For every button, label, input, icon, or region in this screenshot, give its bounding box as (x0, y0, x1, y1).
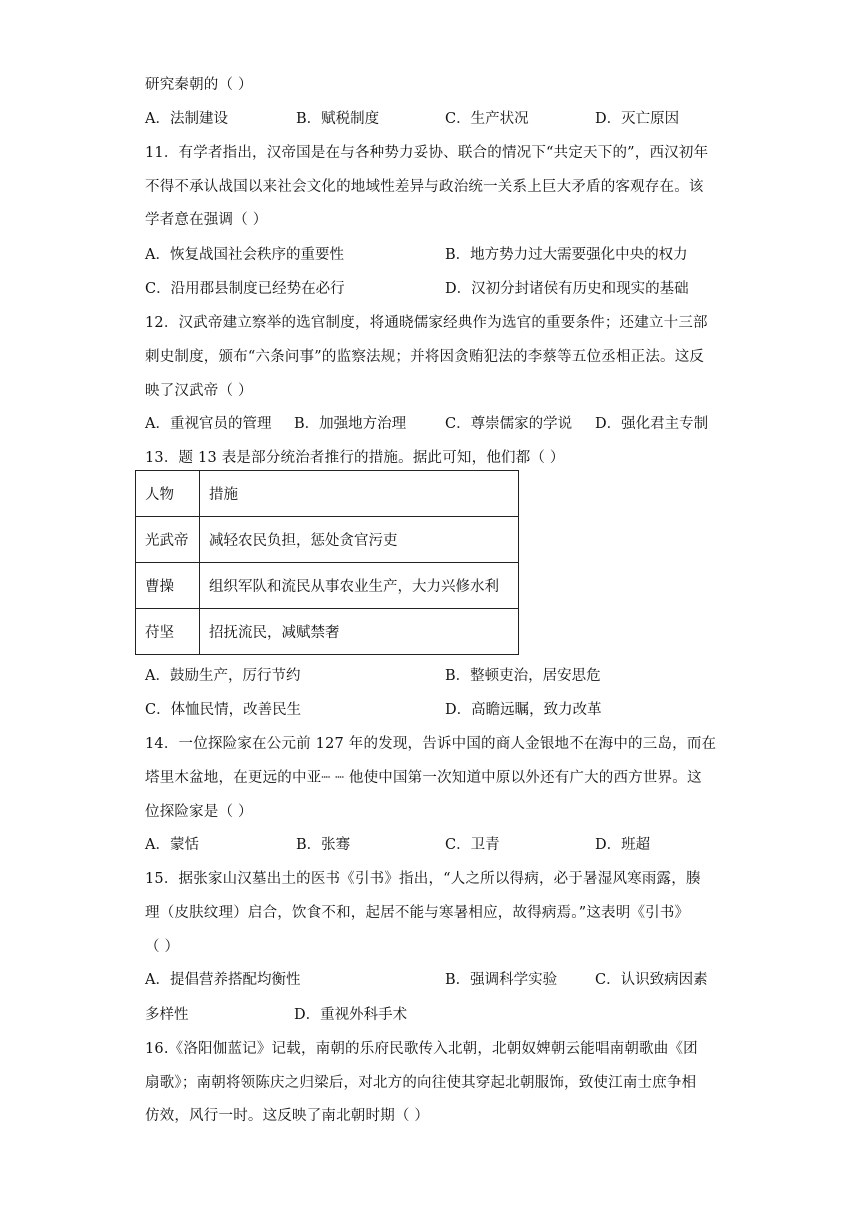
q10-stem-tail: 研究秦朝的（ ） (145, 77, 253, 93)
q12-option-b[interactable]: B．加强地方治理 (294, 416, 407, 432)
q15-stem-line-3: （ ） (145, 939, 180, 955)
table-row (136, 563, 519, 609)
table-row (136, 517, 519, 563)
table-cell: 招抚流民，减赋禁奢 (200, 609, 519, 655)
table-cell: 曹操 (136, 563, 200, 609)
table-cell: 光武帝 (136, 517, 200, 563)
q14-stem-line-1: 14．一位探险家在公元前 127 年的发现，告诉中国的商人金银地不在海中的三岛，而在 (145, 736, 717, 752)
q13-table (135, 470, 519, 655)
q15-stem-line-2: 理（皮肤纹理）启合，饮食不和，起居不能与寒暑相应，故得病焉。”这表明《引书》 (145, 905, 690, 921)
q11-stem-line-2: 不得不承认战国以来社会文化的地域性差异与政治统一关系上巨大矛盾的客观存在。该 (145, 179, 704, 195)
q14-option-c[interactable]: C．卫青 (445, 837, 500, 853)
q14-option-b[interactable]: B．张骞 (296, 837, 351, 853)
q11-option-a[interactable]: A．恢复战国社会秩序的重要性 (145, 247, 344, 263)
q10-option-a[interactable]: A．法制建设 (145, 111, 228, 127)
table-cell: 减轻农民负担，惩处贪官污吏 (200, 517, 519, 563)
q12-option-d[interactable]: D．强化君主专制 (595, 416, 709, 432)
q15-option-c-continued[interactable]: 多样性 (145, 1007, 189, 1023)
q12-stem-line-2: 刺史制度，颁布“六条问事”的监察法规；并将因贪贿犯法的李蔡等五位丞相正法。这反 (145, 349, 705, 365)
q11-stem-line-3: 学者意在强调（ ） (145, 212, 268, 228)
q12-stem-line-1: 12．汉武帝建立察举的选官制度，将通晓儒家经典作为选官的重要条件；还建立十三部 (145, 315, 708, 331)
q15-option-a[interactable]: A．提倡营养搭配均衡性 (145, 972, 301, 988)
table-row (136, 609, 519, 655)
q13-option-d[interactable]: D．高瞻远瞩，致力改革 (445, 702, 602, 718)
q14-option-a[interactable]: A．蒙恬 (145, 837, 199, 853)
q10-option-b[interactable]: B．赋税制度 (296, 111, 380, 127)
q14-stem-line-2: 塔里木盆地，在更远的中亚┈ ┈ 他使中国第一次知道中原以外还有广大的西方世界。这 (145, 770, 702, 786)
q11-option-b[interactable]: B．地方势力过大需要强化中央的权力 (445, 247, 688, 263)
q11-option-d[interactable]: D．汉初分封诸侯有历史和现实的基础 (445, 281, 689, 297)
q13-stem: 13．题 13 表是部分统治者推行的措施。据此可知，他们都（ ） (145, 450, 565, 466)
q11-stem-line-1: 11．有学者指出，汉帝国是在与各种势力妥协、联合的情况下“共定天下的”，西汉初年 (145, 145, 709, 161)
q14-option-d[interactable]: D．班超 (595, 837, 651, 853)
q10-option-d[interactable]: D．灭亡原因 (595, 111, 680, 127)
q14-stem-line-3: 位探险家是（ ） (145, 804, 253, 820)
table-header-row (136, 471, 519, 517)
table-header-cell: 人物 (136, 471, 200, 517)
q15-stem-line-1: 15．据张家山汉墓出土的医书《引书》指出，“人之所以得病，必于暑湿风寒雨露，腠 (145, 871, 701, 887)
q15-option-d[interactable]: D．重视外科手术 (294, 1007, 408, 1023)
q13-option-b[interactable]: B．整顿吏治，居安思危 (445, 668, 601, 684)
q13-option-c[interactable]: C．体恤民情，改善民生 (145, 702, 302, 718)
q13-option-a[interactable]: A．鼓励生产，厉行节约 (145, 668, 301, 684)
q12-option-a[interactable]: A．重视官员的管理 (145, 416, 272, 432)
table-header-cell: 措施 (200, 471, 519, 517)
q15-option-b[interactable]: B．强调科学实验 (445, 972, 558, 988)
q16-stem-line-2: 扇歌》；南朝将领陈庆之归梁后，对北方的向往使其穿起北朝服饰，致使江南士庶争相 (145, 1075, 697, 1091)
q15-option-c[interactable]: C．认识致病因素 (595, 972, 708, 988)
q16-stem-line-3: 仿效，风行一时。这反映了南北朝时期（ ） (145, 1108, 430, 1124)
q12-option-c[interactable]: C．尊崇儒家的学说 (445, 416, 573, 432)
table-cell: 组织军队和流民从事农业生产，大力兴修水利 (200, 563, 519, 609)
q16-stem-line-1: 16.《洛阳伽蓝记》记载，南朝的乐府民歌传入北朝，北朝奴婢朝云能唱南朝歌曲《团 (145, 1041, 698, 1057)
q10-option-c[interactable]: C．生产状况 (445, 111, 529, 127)
table-cell: 苻坚 (136, 609, 200, 655)
q12-stem-line-3: 映了汉武帝（ ） (145, 383, 253, 399)
q11-option-c[interactable]: C．沿用郡县制度已经势在必行 (145, 281, 345, 297)
